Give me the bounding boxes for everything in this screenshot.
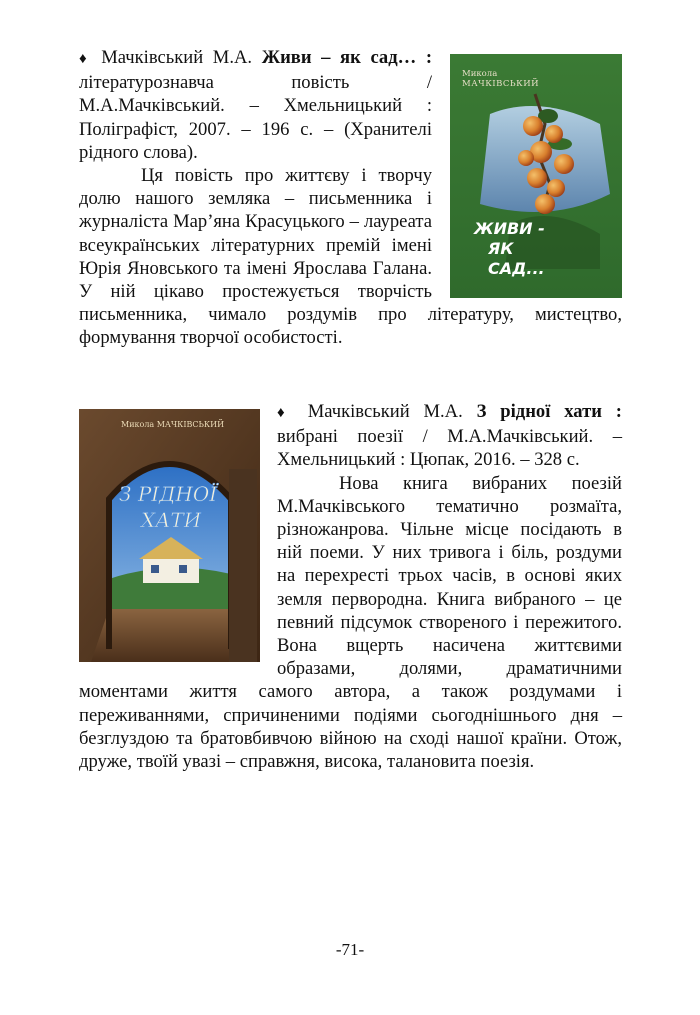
- cover-author-first: Микола: [462, 69, 498, 79]
- cover-author-last: МАЧКІВСЬКИЙ: [462, 79, 540, 89]
- cover-title-line1: ЖИВИ -: [474, 219, 545, 238]
- citation-details: вибрані поезії / М.А.Мачківський. – Хмельницький : Цюпак, 2016. – 328 с.: [277, 426, 622, 471]
- diamond-bullet-icon: ♦: [277, 405, 294, 421]
- cover-title-line2: ХАТИ: [141, 508, 202, 532]
- citation-author: Мачківський М.А.: [307, 401, 463, 422]
- diamond-bullet-icon: ♦: [79, 51, 92, 67]
- bibliography-entry-1: [79, 46, 622, 350]
- citation-author: Мачківський М.А.: [101, 47, 253, 68]
- book-cover-z-ridnoi-khaty: [79, 409, 260, 662]
- book-cover-zhyvy-yak-sad: [450, 54, 622, 298]
- cover-title-line1: З РІДНОЇ: [119, 482, 218, 506]
- citation-details: літературознавча повість / М.А.Мачківський. – Хмельницький : Поліграфіст, 2007. – 196 с. – (Хранителі рідного слова).: [79, 72, 432, 163]
- cover-title-line2: ЯК: [488, 239, 514, 258]
- annotation-2: Нова книга вибраних поезій М.Мачківського тематично розмаїта, різножанрова. Чільне місце посідають в ній поеми. У них тривога і біль, роздуми на перехресті трьох часів, в основі яких земля первородна. Книга вибраного – це певний підсумок створеного і пережитого. Вона вщерть насичена життєвими образами, долями, драматичними моментами життя самого автора, а також роздумами і переживаннями, спричиненими подіями сьогоднішнього дня – безглуздою та братовбивчою війною на сході нашої країни. Отож, друже, твоїй увазі – справжня, висока, талановита поезія.: [79, 472, 622, 773]
- cover-title-line3: САД...: [488, 259, 545, 278]
- citation-title: Живи – як сад… :: [261, 47, 433, 68]
- cover-author: Микола МАЧКІВСЬКИЙ: [121, 420, 225, 429]
- bibliography-entry-2: [79, 400, 622, 773]
- annotation-1: Ця повість про життєву і творчу долю нашого земляка – письменника і журналіста Мар’яна Красуцького – лауреата всеукраїнських літературних премій імені Юрія Яновського та імені Ярослава Галана. У ній цікаво простежується творчість письменника, чимало роздумів про літературу, мистецтво, формування творчої особистості.: [79, 165, 622, 349]
- cover-illustration: [450, 54, 622, 298]
- citation-title: З рідної хати :: [476, 401, 622, 422]
- page-number: -71-: [335, 940, 365, 959]
- cover-illustration: [79, 409, 260, 662]
